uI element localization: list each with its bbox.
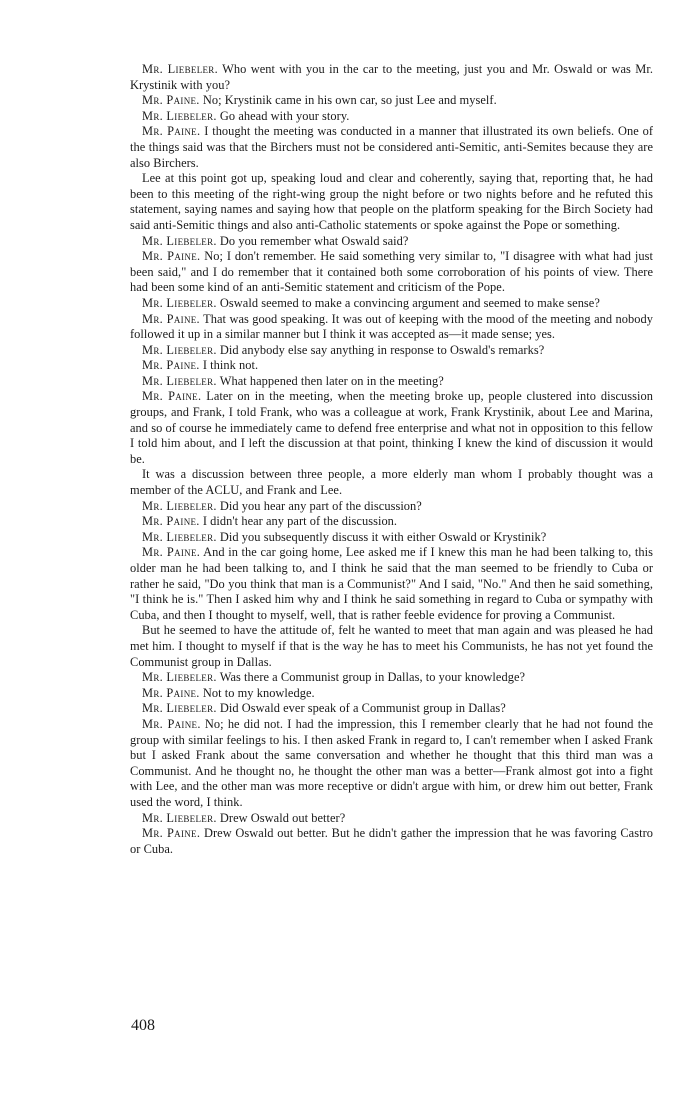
transcript-paragraph — [130, 530, 653, 546]
paragraph-text: I thought the meeting was conducted in a manner that illustrated its own beliefs. One of the things said was that the Birchers must not be considered anti-Semitic, anti-Semites because they are also Birchers. — [130, 124, 653, 170]
paragraph-text: Lee at this point got up, speaking loud and clear and coherently, saying that, reporting that, he had been to this meeting of the right-wing group the night before or two nights before and he refuted this statement, saying names and saying how that people on the platform speaking for the Birch Society had said anti-Semitic things and also anti-Catholic statements or spoke against the Pope or something. — [130, 171, 653, 232]
transcript-paragraph — [130, 62, 653, 93]
paragraph-text: No; I don't remember. He said something very similar to, "I disagree with what had just been said," and I do remember that it contained both some corroboration of his points of view. There had been some kind of an anti-Semitic statement and criticism of the Pope. — [130, 249, 654, 295]
speaker-label: Mr. Liebeler. — [142, 498, 217, 513]
transcript-paragraph — [130, 343, 653, 359]
transcript-paragraph — [130, 93, 653, 109]
paragraph-text: Did Oswald ever speak of a Communist group in Dallas? — [216, 701, 506, 716]
transcript-paragraph — [130, 374, 653, 390]
paragraph-text: Did you subsequently discuss it with either Oswald or Krystinik? — [216, 529, 547, 544]
speaker-label: Mr. Paine. — [142, 249, 201, 264]
paragraph-text: I think not. — [199, 358, 259, 373]
transcript-body — [130, 62, 653, 857]
transcript-paragraph — [130, 717, 653, 811]
speaker-label: Mr. Liebeler. — [142, 233, 217, 248]
paragraph-text: That was good speaking. It was out of keeping with the mood of the meeting and nobody followed it up in a similar manner but I think it was accepted as—it made sense; yes. — [130, 311, 653, 342]
page-number: 408 — [131, 1017, 155, 1034]
transcript-paragraph — [130, 623, 653, 670]
transcript-paragraph — [130, 545, 653, 623]
paragraph-text: Later on in the meeting, when the meeting broke up, people clustered into discussion groups, and Frank, I told Frank, who was a colleague at work, Frank Krystinik, about Lee and Marina, and so of course he immediately came to defend free enterprise and what not in opposition to this fellow I told him about, and I left the discussion at that point, thinking I knew the kind of discussion it would be. — [130, 389, 653, 466]
paragraph-text: Was there a Communist group in Dallas, to your knowledge? — [216, 670, 526, 685]
paragraph-text: Did you hear any part of the discussion? — [216, 498, 422, 513]
speaker-label: Mr. Liebeler. — [142, 295, 217, 310]
transcript-page — [130, 62, 653, 857]
paragraph-text: Drew Oswald out better. But he didn't gather the impression that he was favoring Castro or Cuba. — [130, 826, 653, 856]
transcript-paragraph — [130, 826, 653, 857]
paragraph-text: Do you remember what Oswald said? — [216, 233, 409, 248]
transcript-paragraph — [130, 358, 653, 374]
speaker-label: Mr. Paine. — [142, 826, 201, 841]
speaker-label: Mr. Liebeler. — [142, 373, 217, 388]
transcript-paragraph — [130, 514, 653, 530]
paragraph-text: I didn't hear any part of the discussion. — [199, 514, 398, 529]
speaker-label: Mr. Paine. — [142, 545, 201, 560]
speaker-label: Mr. Paine. — [142, 311, 200, 326]
transcript-paragraph — [130, 109, 653, 125]
transcript-paragraph — [130, 312, 653, 343]
transcript-paragraph — [130, 701, 653, 717]
paragraph-text: No; he did not. I had the impression, this I remember clearly that he had not found the group with similar feelings to his. I then asked Frank in regard to, I can't remember when I asked Frank but I asked Frank about the same conversation and whether he thought that this third man was a Communist. And he thought no, he thought the other man was a better—Frank almost got into a fight with Lee, and the other man was more receptive or didn't argue with him, or drew him out better, Frank used the word, I think. — [130, 716, 653, 809]
transcript-paragraph — [130, 389, 653, 467]
paragraph-text: And in the car going home, Lee asked me if I knew this man he had been talking to, this older man he had been talking to, and I think he said that the man seemed to be friendly to Cuba or rather he said, "Do you think that man is a Communist?" And I said, "No." And then he said something, "I think he is." Then I asked him why and I think he said something in regard to Cuba or sympathy with Cuba, and then I thought to myself, well, that is rather feeble evidence for proving a Communist. — [130, 545, 653, 622]
speaker-label: Mr. Paine. — [142, 514, 200, 529]
transcript-paragraph — [130, 124, 653, 171]
transcript-paragraph — [130, 249, 653, 296]
transcript-paragraph — [130, 296, 653, 312]
transcript-paragraph — [130, 686, 653, 702]
transcript-paragraph — [130, 234, 653, 250]
speaker-label: Mr. Liebeler. — [142, 108, 217, 123]
speaker-label: Mr. Paine. — [142, 93, 200, 108]
paragraph-text: No; Krystinik came in his own car, so just Lee and myself. — [199, 93, 497, 108]
transcript-paragraph — [130, 467, 653, 498]
speaker-label: Mr. Liebeler. — [142, 342, 217, 357]
transcript-paragraph — [130, 670, 653, 686]
paragraph-text: But he seemed to have the attitude of, felt he wanted to meet that man again and was pleased he had met him. I thought to myself if that is the way he has to meet his Communists, he has not yet found the Communist group in Dallas. — [130, 623, 653, 669]
paragraph-text: Did anybody else say anything in response to Oswald's remarks? — [216, 342, 545, 357]
paragraph-text: Oswald seemed to make a convincing argument and seemed to make sense? — [216, 295, 600, 310]
paragraph-text: Go ahead with your story. — [216, 108, 350, 123]
paragraph-text: It was a discussion between three people, a more elderly man whom I probably thought was a member of the ACLU, and Frank and Lee. — [130, 467, 653, 498]
speaker-label: Mr. Liebeler. — [142, 670, 217, 685]
paragraph-text: Who went with you in the car to the meeting, just you and Mr. Oswald or was Mr. Krystinik with you? — [130, 62, 653, 92]
speaker-label: Mr. Paine. — [142, 124, 201, 139]
paragraph-text: What happened then later on in the meeting? — [216, 373, 444, 388]
speaker-label: Mr. Liebeler. — [142, 62, 218, 76]
speaker-label: Mr. Liebeler. — [142, 701, 217, 716]
transcript-paragraph — [130, 499, 653, 515]
speaker-label: Mr. Paine. — [142, 716, 201, 731]
speaker-label: Mr. Paine. — [142, 389, 202, 404]
speaker-label: Mr. Liebeler. — [142, 529, 217, 544]
transcript-paragraph — [130, 171, 653, 233]
speaker-label: Mr. Liebeler. — [142, 810, 217, 825]
paragraph-text: Drew Oswald out better? — [216, 810, 346, 825]
speaker-label: Mr. Paine. — [142, 358, 200, 373]
transcript-paragraph — [130, 811, 653, 827]
speaker-label: Mr. Paine. — [142, 685, 200, 700]
paragraph-text: Not to my knowledge. — [199, 685, 315, 700]
